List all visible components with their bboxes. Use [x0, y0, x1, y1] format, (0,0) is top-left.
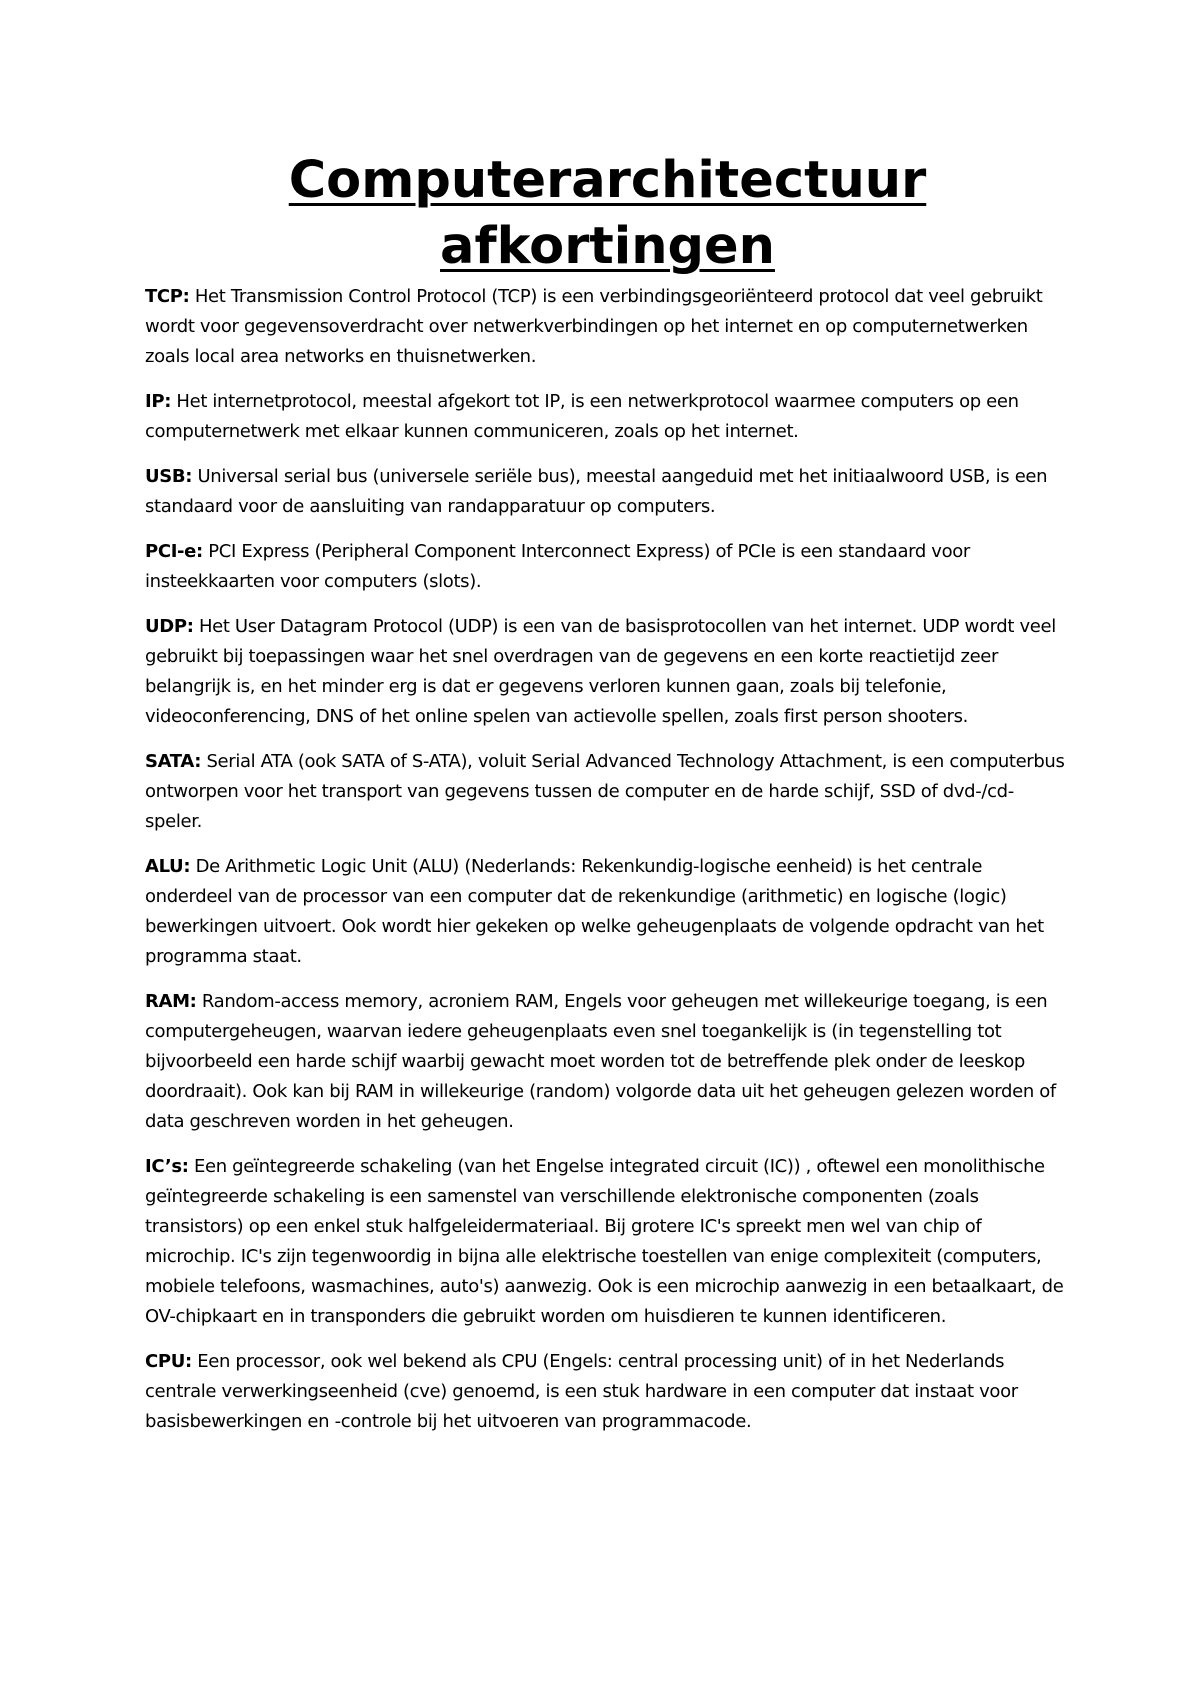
entry-term: CPU: [145, 1351, 192, 1372]
entry-text: Serial ATA (ook SATA of S-ATA), voluit Serial Advanced Technology Attachment, is een computerbus ontworpen voor het transport van gegevens tussen de computer en de harde schijf, SSD of dvd-/cd-speler. [145, 751, 1065, 832]
entry-udp [145, 612, 1070, 732]
entry-text: Universal serial bus (universele seriële bus), meestal aangeduid met het initiaalwoord USB, is een standaard voor de aansluiting van randapparatuur op computers. [145, 466, 1048, 517]
entry-term: IP: [145, 391, 172, 412]
entry-term: IC’s: [145, 1156, 189, 1177]
entry-term: TCP: [145, 286, 190, 307]
entry-ics [145, 1152, 1070, 1332]
document-title [145, 148, 1070, 280]
entry-pcie [145, 537, 1070, 597]
entry-term: SATA: [145, 751, 202, 772]
entry-ip [145, 387, 1070, 447]
entry-tcp [145, 282, 1070, 372]
entry-text: PCI Express (Peripheral Component Interconnect Express) of PCIe is een standaard voor insteekkaarten voor computers (slots). [145, 541, 970, 592]
entry-text: Het Transmission Control Protocol (TCP) is een verbindingsgeoriënteerd protocol dat veel gebruikt wordt voor gegevensoverdracht over netwerkverbindingen op het internet en op computernetwerken zoals local area networks en thuisnetwerken. [145, 286, 1043, 367]
entry-term: PCI-e: [145, 541, 203, 562]
entry-term: RAM: [145, 991, 197, 1012]
title-line-2: afkortingen [440, 217, 775, 276]
entry-ram [145, 987, 1070, 1137]
entry-sata [145, 747, 1070, 837]
entry-term: UDP: [145, 616, 194, 637]
entry-text: Het internetprotocol, meestal afgekort tot IP, is een netwerkprotocol waarmee computers op een computernetwerk met elkaar kunnen communiceren, zoals op het internet. [145, 391, 1019, 442]
entry-term: ALU: [145, 856, 191, 877]
entry-text: Random-access memory, acroniem RAM, Engels voor geheugen met willekeurige toegang, is een computergeheugen, waarvan iedere geheugenplaats even snel toegankelijk is (in tegenstelling tot bijvoorbeeld een harde schijf waarbij gewacht moet worden tot de betreffende plek onder de leeskop doordraait). Ook kan bij RAM in willekeurige (random) volgorde data uit het geheugen gelezen worden of data geschreven worden in het geheugen. [145, 991, 1056, 1132]
entry-text: Het User Datagram Protocol (UDP) is een van de basisprotocollen van het internet. UDP wordt veel gebruikt bij toepassingen waar het snel overdragen van de gegevens en een korte reactietijd zeer belangrijk is, en het minder erg is dat er gegevens verloren kunnen gaan, zoals bij telefonie, videoconferencing, DNS of het online spelen van actievolle spellen, zoals first person shooters. [145, 616, 1056, 727]
entry-usb [145, 462, 1070, 522]
entry-text: De Arithmetic Logic Unit (ALU) (Nederlands: Rekenkundig-logische eenheid) is het centrale onderdeel van de processor van een computer dat de rekenkundige (arithmetic) en logische (logic) bewerkingen uitvoert. Ook wordt hier gekeken op welke geheugenplaats de volgende opdracht van het programma staat. [145, 856, 1044, 967]
entry-text: Een geïntegreerde schakeling (van het Engelse integrated circuit (IC)) , oftewel een monolithische geïntegreerde schakeling is een samenstel van verschillende elektronische componenten (zoals transistors) op een enkel stuk halfgeleidermateriaal. Bij grotere IC's spreekt men wel van chip of microchip. IC's zijn tegenwoordig in bijna alle elektrische toestellen van enige complexiteit (computers, mobiele telefoons, wasmachines, auto's) aanwezig. Ook is een microchip aanwezig in een betaalkaart, de OV-chipkaart en in transponders die gebruikt worden om huisdieren te kunnen identificeren. [145, 1156, 1064, 1327]
entry-alu [145, 852, 1070, 972]
entry-cpu [145, 1347, 1070, 1437]
title-line-1: Computerarchitectuur [288, 151, 927, 210]
entry-text: Een processor, ook wel bekend als CPU (Engels: central processing unit) of in het Nederlands centrale verwerkingseenheid (cve) genoemd, is een stuk hardware in een computer dat instaat voor basisbewerkingen en -controle bij het uitvoeren van programmacode. [145, 1351, 1018, 1432]
entry-term: USB: [145, 466, 193, 487]
document-page [145, 148, 1070, 1452]
